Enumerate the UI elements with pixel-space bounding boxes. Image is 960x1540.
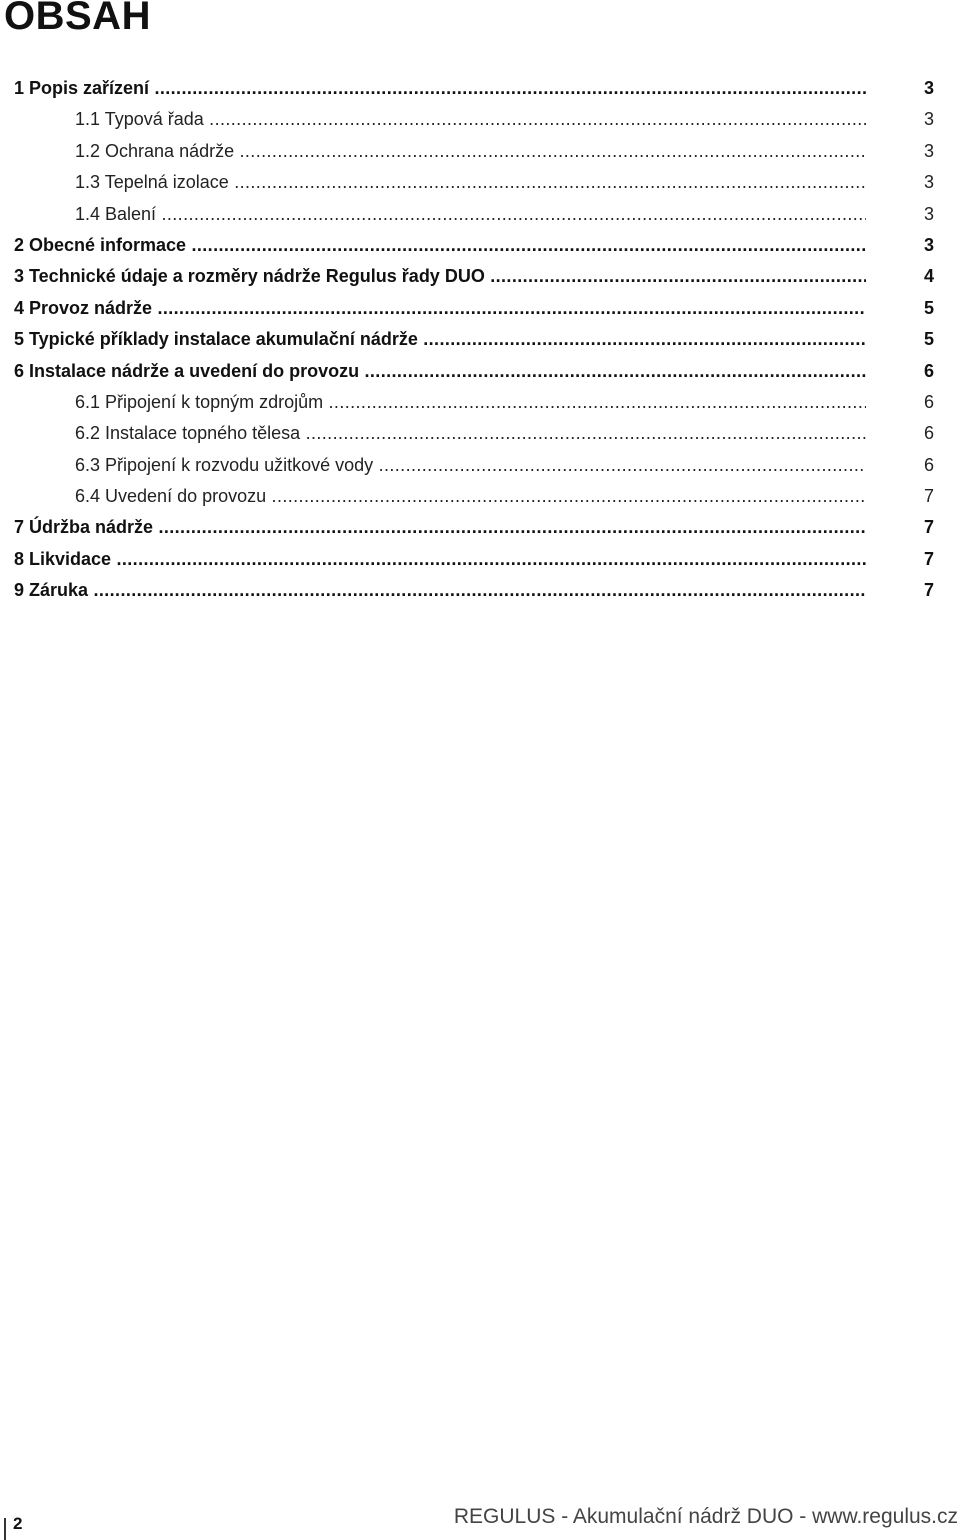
toc-entry[interactable] — [14, 261, 934, 292]
toc-entry-page: 3 — [923, 203, 934, 224]
toc-entry-page: 7 — [923, 486, 934, 507]
toc-entry-page: 7 — [923, 517, 934, 538]
toc-entry-page: 6 — [923, 360, 934, 381]
toc-subentry[interactable] — [14, 167, 934, 198]
toc-subentry[interactable] — [14, 199, 934, 230]
page-title: OBSAH — [4, 0, 151, 38]
toc-subentry[interactable] — [14, 387, 934, 418]
toc-entry-label: 1.2 Ochrana nádrže ..... — [75, 141, 866, 161]
toc-entry-label: 6.3 Připojení k rozvodu užitkové vody ..... — [75, 455, 866, 475]
toc-entry[interactable] — [14, 356, 934, 387]
toc-entry-label: 2 Obecné informace ..... — [14, 235, 866, 255]
toc-entry-label: 6.2 Instalace topného tělesa ..... — [75, 423, 866, 443]
toc-entry-label: 1.4 Balení ..... — [75, 204, 866, 224]
toc-entry-label: 1.1 Typová řada ..... — [75, 109, 866, 129]
toc-entry-label: 9 Záruka ..... — [14, 580, 866, 600]
toc-entry-label: 6 Instalace nádrže a uvedení do provozu ..... — [14, 361, 866, 381]
toc-entry[interactable] — [14, 575, 934, 606]
toc-entry-page: 3 — [923, 234, 934, 255]
toc-entry-page: 6 — [923, 423, 934, 444]
toc-subentry[interactable] — [14, 418, 934, 449]
toc-entry-page: 7 — [923, 548, 934, 569]
toc-entry-label: 6.4 Uvedení do provozu ..... — [75, 486, 866, 506]
toc-subentry[interactable] — [14, 104, 934, 135]
table-of-contents — [14, 73, 934, 607]
toc-entry-label: 5 Typické příklady instalace akumulační nádrže ..... — [14, 329, 866, 349]
toc-entry-page: 3 — [923, 109, 934, 130]
toc-subentry[interactable] — [14, 481, 934, 512]
toc-entry-label: 3 Technické údaje a rozměry nádrže Regulus řady DUO ..... — [14, 266, 866, 286]
toc-entry[interactable] — [14, 324, 934, 355]
toc-entry-label: 1.3 Tepelná izolace ..... — [75, 172, 866, 192]
toc-subentry[interactable] — [14, 450, 934, 481]
toc-entry-label: 6.1 Připojení k topným zdrojům ..... — [75, 392, 866, 412]
toc-entry-page: 5 — [923, 297, 934, 318]
footer-divider — [4, 1518, 6, 1540]
toc-entry-page: 6 — [923, 454, 934, 475]
toc-entry-page: 3 — [923, 140, 934, 161]
footer-page-number: 2 — [13, 1514, 23, 1533]
toc-entry[interactable] — [14, 512, 934, 543]
toc-subentry[interactable] — [14, 136, 934, 167]
toc-entry[interactable] — [14, 293, 934, 324]
toc-entry-page: 3 — [923, 172, 934, 193]
footer-text: REGULUS - Akumulační nádrž DUO - www.regulus.cz — [453, 1505, 958, 1528]
toc-entry[interactable] — [14, 230, 934, 261]
toc-entry-page: 6 — [923, 391, 934, 412]
toc-entry-label: 4 Provoz nádrže ..... — [14, 298, 866, 318]
toc-entry-label: 8 Likvidace ..... — [14, 549, 866, 569]
toc-entry-label: 1 Popis zařízení ..... — [14, 78, 866, 98]
toc-entry[interactable] — [14, 73, 934, 104]
toc-entry-page: 7 — [923, 580, 934, 601]
toc-entry-label: 7 Údržba nádrže ..... — [14, 517, 866, 537]
toc-entry[interactable] — [14, 544, 934, 575]
toc-entry-page: 4 — [923, 266, 934, 287]
toc-entry-page: 5 — [923, 329, 934, 350]
toc-entry-page: 3 — [923, 78, 934, 98]
